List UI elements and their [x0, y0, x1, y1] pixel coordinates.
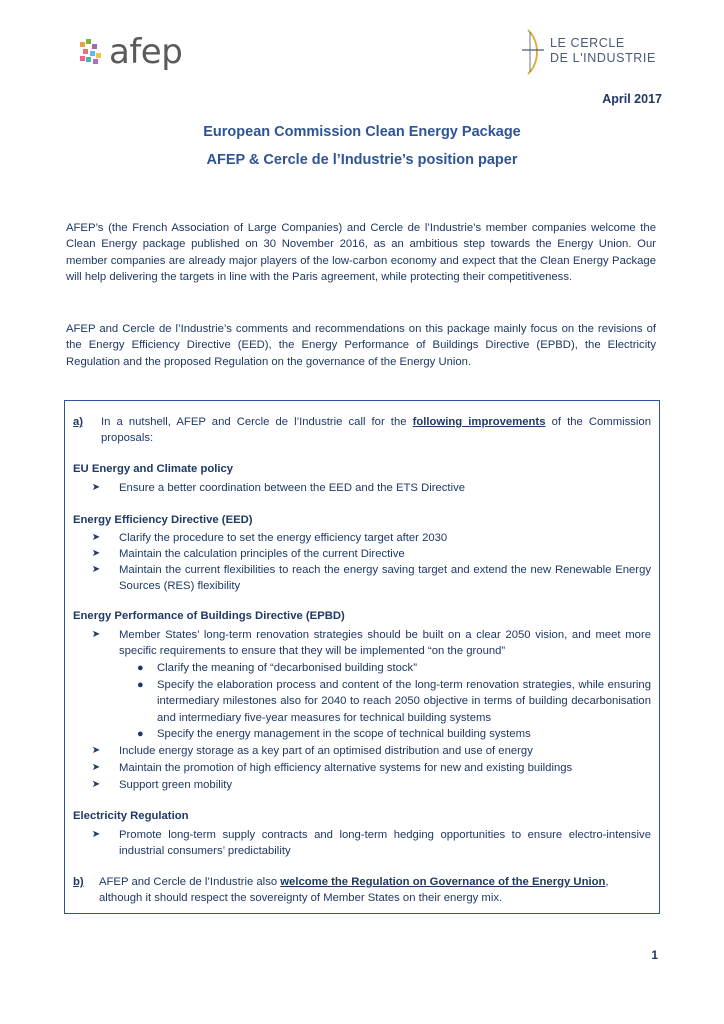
section-heading-electricity: Electricity Regulation	[73, 810, 189, 822]
sub-list-item: ● Specify the elaboration process and content of the long-term renovation strategies, while ensuring intermediary milestones also for 2040 to reach 2050 objective in terms of building decarbonisation and intermediary five-year measures for technical building systems	[137, 679, 651, 724]
arrow-bullet-icon: ➤	[91, 745, 101, 756]
section-heading-eu-energy: EU Energy and Climate policy	[73, 463, 234, 475]
sub-list-item: ● Clarify the meaning of “decarbonised building stock”	[137, 660, 651, 676]
governance-regulation-link: welcome the Regulation on Governance of the Energy Union	[280, 876, 606, 888]
section-heading-eed: Energy Efficiency Directive (EED)	[73, 514, 253, 526]
arrow-bullet-icon: ➤	[91, 762, 101, 773]
document-title: European Commission Clean Energy Package	[203, 124, 521, 140]
summary-box	[64, 400, 660, 914]
list-item: ➤ Member States’ long-term renovation strategies should be built on a clear 2050 vision, and meet more specific requirements to ensure that they will be implemented “on the ground”	[89, 627, 651, 660]
arrow-bullet-icon: ➤	[91, 829, 101, 840]
list-item: ➤ Include energy storage as a key part of an optimised distribution and use of energy	[89, 743, 651, 759]
point-a-text-end: of the Commission proposals:	[101, 416, 651, 445]
cercle-industrie-logo	[520, 28, 670, 76]
focus-paragraph: AFEP and Cercle de l’Industrie’s comments and recommendations on this package mainly focus on the revisions of the Energy Efficiency Directive (EED), the Energy Performance of Buildings Directive (EPBD), the Electricity Regulation and the proposed Regulation on the governance of the Energy Union.	[66, 323, 656, 368]
following-improvements-link: following improvements	[412, 416, 546, 428]
afep-logo	[80, 30, 190, 74]
point-b-text-end: , although it should respect the sovereignty of Member States on their energy mix.	[99, 876, 609, 905]
point-b-text: AFEP and Cercle de l’Industrie also	[99, 876, 281, 888]
page-number: 1	[651, 948, 658, 962]
point-b-letter: b)	[73, 876, 84, 888]
list-item: ➤ Maintain the calculation principles of the current Directive	[89, 546, 651, 562]
list-item: ➤ Ensure a better coordination between the EED and the ETS Directive	[89, 480, 651, 496]
point-a-text: In a nutshell, AFEP and Cercle de l’Industrie call for the	[101, 416, 413, 428]
arrow-bullet-icon: ➤	[91, 548, 101, 559]
cercle-logo-line2: DE L'INDUSTRIE	[550, 51, 656, 65]
point-a-letter: a)	[73, 416, 84, 428]
summary-point-a	[73, 414, 651, 447]
bullet-icon: ●	[137, 728, 144, 740]
document-date: April 2017	[602, 92, 662, 106]
list-item: ➤ Promote long-term supply contracts and long-term hedging opportunities to ensure electro-intensive industrial consumers’ predictability	[89, 827, 651, 860]
summary-point-b	[73, 874, 651, 907]
list-item: ➤ Support green mobility	[89, 777, 651, 793]
list-item: ➤ Maintain the current flexibilities to reach the energy saving target and extend the new Renewable Energy Sources (RES) flexibility	[89, 562, 651, 595]
list-item: ➤ Clarify the procedure to set the energy efficiency target after 2030	[89, 530, 651, 546]
list-item: ➤ Maintain the promotion of high efficiency alternative systems for new and existing buildings	[89, 760, 651, 776]
cercle-swoosh-icon	[520, 28, 546, 76]
arrow-bullet-icon: ➤	[91, 779, 101, 790]
bullet-icon: ●	[137, 662, 144, 674]
arrow-bullet-icon: ➤	[91, 629, 101, 640]
afep-mosaic-icon	[80, 39, 106, 65]
arrow-bullet-icon: ➤	[91, 482, 101, 493]
afep-logo-text: afep	[109, 32, 183, 72]
arrow-bullet-icon: ➤	[91, 564, 101, 575]
document-subtitle: AFEP & Cercle de l’Industrie’s position paper	[206, 152, 518, 168]
sub-list-item: ● Specify the energy management in the scope of technical building systems	[137, 726, 651, 742]
section-heading-epbd: Energy Performance of Buildings Directive (EPBD)	[73, 610, 345, 622]
intro-paragraph: AFEP’s (the French Association of Large Companies) and Cercle de l’Industrie’s member companies welcome the Clean Energy package published on 30 November 2016, as an ambitious step towards the Energy Union. Our member companies are already major players of the low-carbon economy and expect that the Clean Energy Package will help delivering the targets in line with the Paris agreement, while protecting their competitiveness.	[66, 222, 656, 284]
cercle-logo-line1: LE CERCLE	[550, 36, 625, 50]
arrow-bullet-icon: ➤	[91, 532, 101, 543]
bullet-icon: ●	[137, 679, 144, 691]
